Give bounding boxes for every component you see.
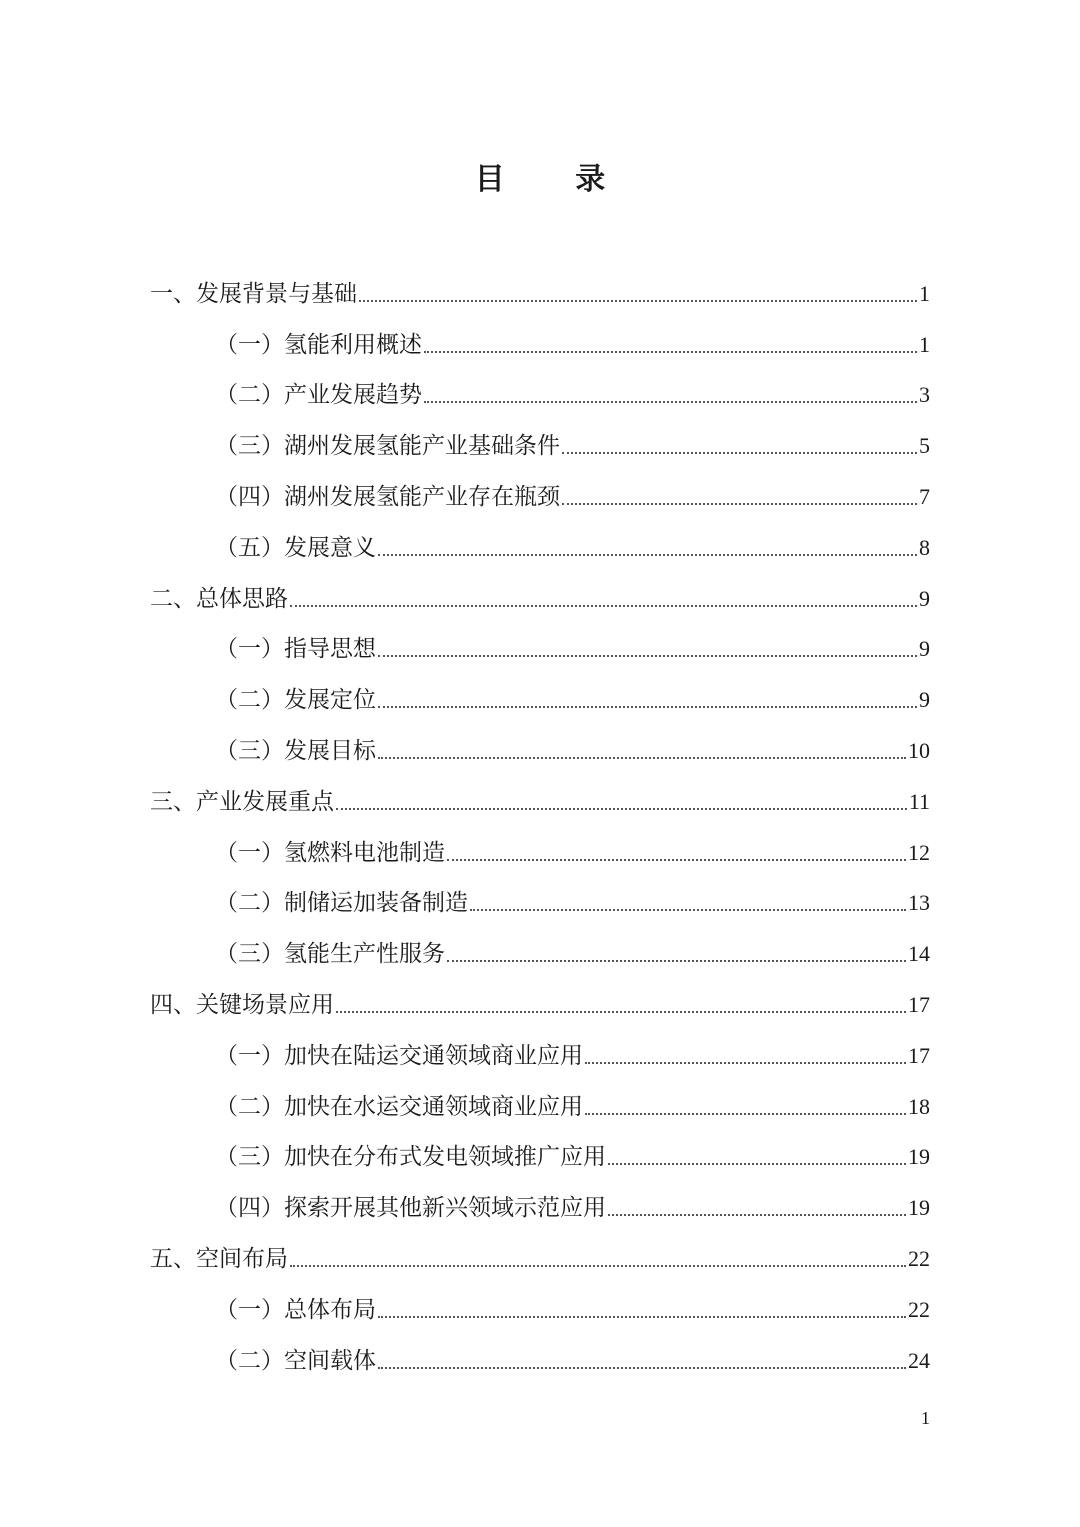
toc-subsection-entry[interactable]: [150, 821, 930, 872]
toc-entry-page-number: 19: [908, 1195, 930, 1221]
toc-entry-label: （二）制储运加装备制造: [215, 890, 468, 917]
toc-subsection-entry[interactable]: [150, 313, 930, 364]
toc-subsection-entry[interactable]: [150, 1075, 930, 1126]
toc-subsection-entry[interactable]: [150, 364, 930, 415]
toc-entry-label: （一）氢燃料电池制造: [215, 839, 445, 866]
toc-dot-leader: [585, 1113, 906, 1115]
toc-entry-page-number: 18: [908, 1093, 930, 1119]
toc-section-entry[interactable]: [150, 567, 930, 618]
toc-entry-label: （二）发展定位: [215, 687, 376, 714]
toc-entry-label: （四）探索开展其他新兴领域示范应用: [215, 1195, 606, 1222]
toc-dot-leader: [378, 757, 906, 759]
toc-dot-leader: [608, 1163, 906, 1165]
toc-entry-page-number: 12: [908, 839, 930, 865]
toc-dot-leader: [336, 808, 907, 810]
toc-dot-leader: [290, 605, 917, 607]
toc-entry-page-number: 5: [919, 433, 930, 459]
toc-entry-label: （一）指导思想: [215, 636, 376, 663]
toc-entry-page-number: 7: [919, 483, 930, 509]
toc-dot-leader: [470, 909, 906, 911]
toc-entry-page-number: 22: [908, 1245, 930, 1271]
toc-entry-label: （五）发展意义: [215, 534, 376, 561]
toc-subsection-entry[interactable]: [150, 872, 930, 923]
toc-subsection-entry[interactable]: [150, 719, 930, 770]
table-of-contents: [150, 262, 930, 1380]
toc-dot-leader: [562, 452, 917, 454]
toc-dot-leader: [378, 706, 917, 708]
toc-dot-leader: [378, 655, 917, 657]
toc-subsection-entry[interactable]: [150, 1024, 930, 1075]
toc-entry-label: （一）总体布局: [215, 1296, 376, 1323]
toc-entry-page-number: 3: [919, 382, 930, 408]
toc-dot-leader: [378, 554, 917, 556]
toc-entry-page-number: 1: [919, 331, 930, 357]
toc-entry-label: （三）发展目标: [215, 737, 376, 764]
toc-dot-leader: [378, 1316, 906, 1318]
toc-entry-label: （三）湖州发展氢能产业基础条件: [215, 433, 560, 460]
toc-subsection-entry[interactable]: [150, 668, 930, 719]
toc-entry-page-number: 8: [919, 534, 930, 560]
toc-dot-leader: [562, 503, 917, 505]
toc-entry-page-number: 1: [919, 280, 930, 306]
toc-entry-page-number: 10: [908, 737, 930, 763]
toc-entry-label: （一）加快在陆运交通领域商业应用: [215, 1042, 583, 1069]
toc-subsection-entry[interactable]: [150, 1126, 930, 1177]
toc-entry-page-number: 24: [908, 1347, 930, 1373]
toc-section-entry[interactable]: [150, 770, 930, 821]
toc-subsection-entry[interactable]: [150, 414, 930, 465]
toc-section-entry[interactable]: [150, 1227, 930, 1278]
toc-entry-page-number: 17: [908, 991, 930, 1017]
toc-subsection-entry[interactable]: [150, 1329, 930, 1380]
toc-section-entry[interactable]: [150, 262, 930, 313]
toc-entry-page-number: 17: [908, 1042, 930, 1068]
toc-subsection-entry[interactable]: [150, 618, 930, 669]
toc-entry-page-number: 11: [908, 788, 930, 814]
toc-entry-label: 一、发展背景与基础: [150, 280, 357, 307]
toc-subsection-entry[interactable]: [150, 1278, 930, 1329]
toc-dot-leader: [290, 1265, 906, 1267]
toc-dot-leader: [424, 351, 917, 353]
toc-entry-page-number: 13: [908, 890, 930, 916]
toc-entry-label: 二、总体思路: [150, 585, 288, 612]
toc-entry-page-number: 9: [919, 687, 930, 713]
toc-entry-label: 三、产业发展重点: [150, 788, 334, 815]
toc-dot-leader: [447, 859, 906, 861]
footer-page-number: 1: [921, 1408, 930, 1428]
toc-entry-page-number: 22: [908, 1296, 930, 1322]
toc-section-entry[interactable]: [150, 973, 930, 1024]
toc-dot-leader: [585, 1062, 906, 1064]
toc-entry-page-number: 14: [908, 941, 930, 967]
toc-entry-label: （二）加快在水运交通领域商业应用: [215, 1093, 583, 1120]
toc-dot-leader: [378, 1367, 906, 1369]
toc-entry-label: （二）产业发展趋势: [215, 382, 422, 409]
toc-entry-label: 四、关键场景应用: [150, 991, 334, 1018]
toc-subsection-entry[interactable]: [150, 465, 930, 516]
toc-dot-leader: [424, 401, 917, 403]
toc-dot-leader: [447, 960, 906, 962]
toc-entry-page-number: 19: [908, 1144, 930, 1170]
toc-entry-page-number: 9: [919, 636, 930, 662]
toc-dot-leader: [336, 1011, 906, 1013]
toc-entry-label: （一）氢能利用概述: [215, 331, 422, 358]
toc-entry-label: 五、空间布局: [150, 1245, 288, 1272]
toc-entry-label: （二）空间载体: [215, 1347, 376, 1374]
toc-entry-label: （四）湖州发展氢能产业存在瓶颈: [215, 483, 560, 510]
toc-subsection-entry[interactable]: [150, 922, 930, 973]
page-title: 目 录: [474, 162, 636, 197]
toc-dot-leader: [608, 1214, 906, 1216]
toc-subsection-entry[interactable]: [150, 516, 930, 567]
toc-entry-page-number: 9: [919, 585, 930, 611]
toc-subsection-entry[interactable]: [150, 1176, 930, 1227]
toc-dot-leader: [359, 300, 917, 302]
toc-entry-label: （三）氢能生产性服务: [215, 941, 445, 968]
toc-entry-label: （三）加快在分布式发电领域推广应用: [215, 1144, 606, 1171]
